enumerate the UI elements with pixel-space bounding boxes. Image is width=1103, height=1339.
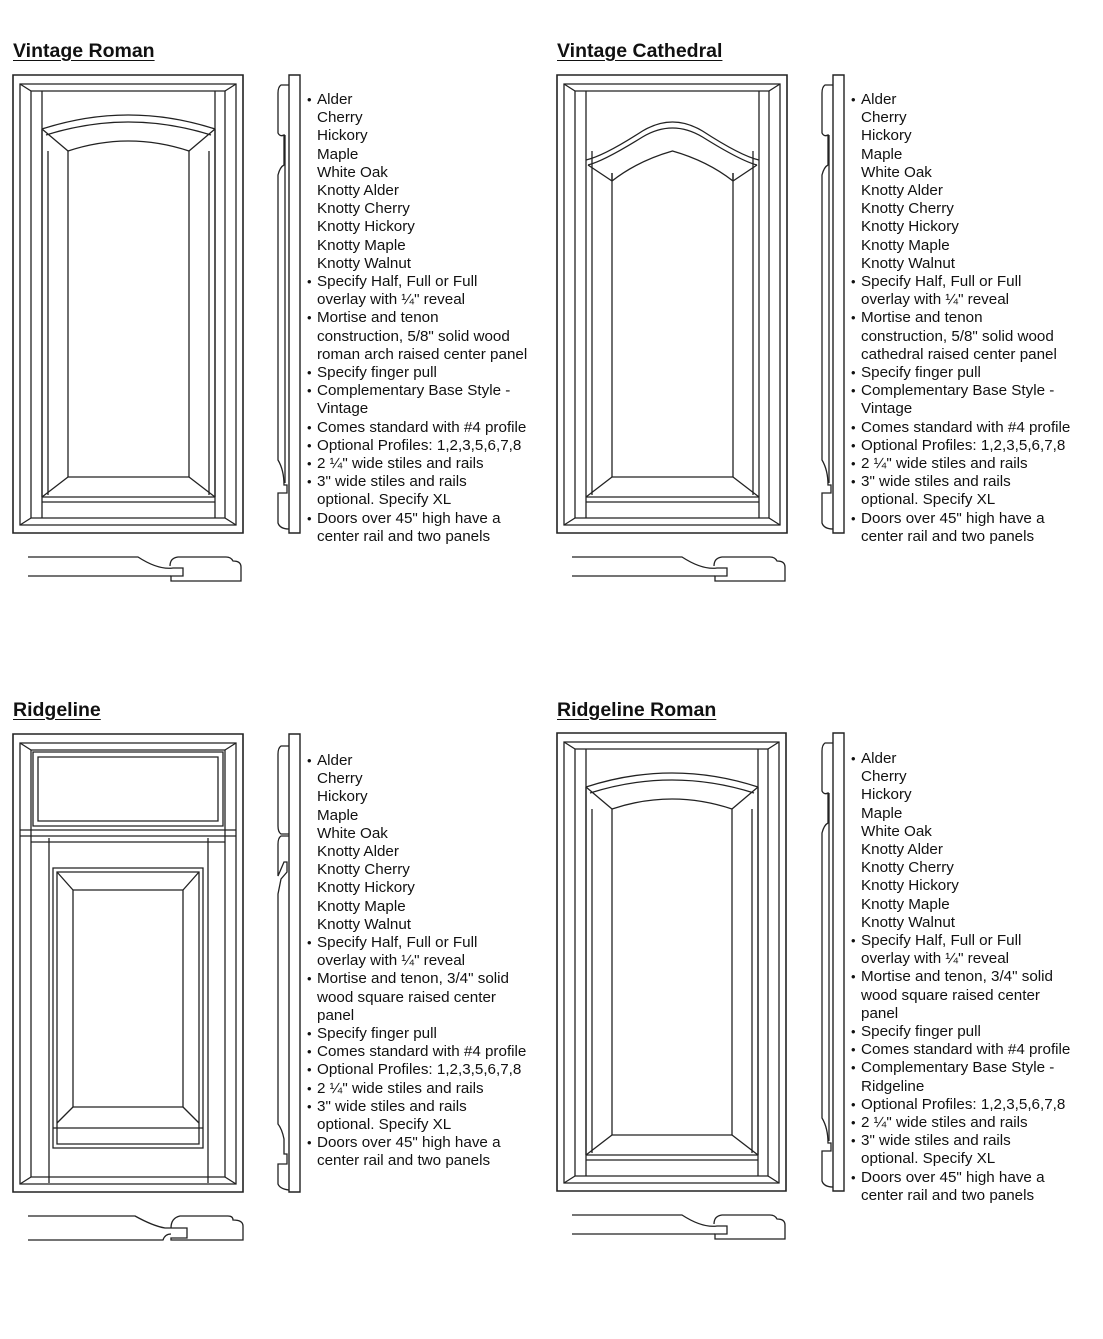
frame-bevel-inner	[31, 750, 225, 1177]
top-panel	[33, 752, 223, 826]
spec-item	[307, 1043, 526, 1061]
spec-item	[851, 1132, 1070, 1168]
bevel-corner	[20, 743, 31, 750]
raised-panel-edge	[57, 872, 199, 1144]
roman-arch-mid	[590, 780, 754, 793]
side-profile	[278, 75, 300, 533]
spec-line: Hickory	[861, 127, 912, 145]
spec-subitem	[307, 237, 527, 255]
spec-line: Knotty Alder	[861, 182, 943, 200]
spec-line: • Specify finger pull	[861, 1023, 981, 1041]
spec-list	[307, 91, 527, 546]
spec-line: Knotty Maple	[861, 895, 950, 913]
spec-line: overlay with ¼" reveal	[861, 950, 1010, 968]
spec-line: Knotty Walnut	[861, 913, 955, 931]
spec-line: • 3" wide stiles and rails	[317, 1097, 467, 1115]
spec-line: White Oak	[861, 163, 932, 181]
spec-subitem	[851, 164, 1070, 182]
spec-list	[851, 750, 1070, 1205]
spec-subitem	[307, 898, 526, 916]
front-elevation	[557, 75, 787, 533]
spec-item	[307, 437, 527, 455]
profile-top	[572, 1215, 724, 1226]
bevel-corner	[768, 742, 779, 749]
spec-line: overlay with ¼" reveal	[861, 291, 1010, 309]
panel-bevel	[189, 477, 215, 497]
spec-subitem	[307, 807, 526, 825]
spec-item	[851, 437, 1070, 455]
spec-line: • Comes standard with #4 profile	[861, 1041, 1071, 1059]
spec-item	[851, 968, 1070, 1023]
spec-item	[307, 455, 527, 473]
spec-line: • Optional Profiles: 1,2,3,5,6,7,8	[861, 436, 1066, 454]
spec-line: wood square raised center	[317, 988, 496, 1006]
spec-line: optional. Specify XL	[317, 491, 452, 509]
spec-line: center rail and two panels	[861, 527, 1035, 545]
spec-line: Vintage	[861, 400, 913, 418]
spec-line: • Optional Profiles: 1,2,3,5,6,7,8	[317, 436, 522, 454]
spec-item	[851, 455, 1070, 473]
spec-line: Knotty Hickory	[317, 879, 415, 897]
bottom-profile	[572, 557, 785, 581]
side-profile-board	[289, 734, 300, 1192]
spec-item	[851, 1114, 1070, 1132]
door-title: Ridgeline Roman	[557, 699, 717, 721]
side-profile	[278, 734, 300, 1192]
spec-line: roman arch raised center panel	[317, 345, 528, 363]
bevel-corner	[564, 1176, 575, 1183]
spec-subitem	[307, 182, 527, 200]
panel-bevel	[183, 1107, 199, 1123]
spec-line: Knotty Walnut	[861, 254, 955, 272]
spec-line: optional. Specify XL	[861, 491, 996, 509]
bevel-corner	[768, 1176, 779, 1183]
spec-subitem	[307, 109, 527, 127]
spec-line: • Doors over 45" high have a	[317, 1134, 501, 1152]
spec-line: Knotty Cherry	[861, 200, 954, 218]
spec-item	[851, 419, 1070, 437]
spec-item	[307, 309, 527, 364]
frame-bevel-inner	[575, 749, 768, 1176]
spec-line: • Doors over 45" high have a	[317, 509, 501, 527]
panel-bevel	[57, 1107, 73, 1123]
spec-item	[307, 1098, 526, 1134]
spec-item	[851, 91, 1070, 109]
spec-line: Vintage	[317, 400, 369, 418]
spec-line: • Comes standard with #4 profile	[317, 418, 527, 436]
spec-line: Hickory	[317, 127, 368, 145]
front-elevation	[557, 733, 786, 1191]
spec-line: • Comes standard with #4 profile	[317, 1043, 527, 1061]
spec-subitem	[307, 127, 527, 145]
spec-line: • Mortise and tenon	[317, 309, 439, 327]
profile-stile	[171, 1216, 243, 1240]
spec-item	[851, 1041, 1070, 1059]
door-title: Ridgeline	[13, 699, 101, 721]
bevel-corner	[769, 84, 780, 91]
spec-line: construction, 5/8" solid wood	[861, 327, 1054, 345]
panel-bevel	[183, 872, 199, 890]
panel-bevel	[586, 1135, 612, 1155]
spec-item	[307, 1025, 526, 1043]
spec-subitem	[307, 146, 527, 164]
spec-item	[307, 419, 527, 437]
spec-item	[851, 1059, 1070, 1095]
spec-line: • 2 ¼" wide stiles and rails	[317, 455, 484, 473]
spec-subitem	[307, 879, 526, 897]
profile-bottom	[28, 1234, 171, 1240]
door-card-ridgeline	[13, 699, 564, 1339]
bevel-corner	[564, 518, 575, 525]
spec-line: White Oak	[861, 822, 932, 840]
spec-line: • Specify Half, Full or Full	[861, 932, 1022, 950]
spec-item	[851, 932, 1070, 968]
spec-subitem	[851, 200, 1070, 218]
spec-line: Knotty Cherry	[317, 861, 410, 879]
spec-item	[307, 1134, 526, 1170]
spec-line: overlay with ¼" reveal	[317, 291, 466, 309]
spec-line: • Alder	[861, 750, 897, 767]
spec-subitem	[851, 768, 1070, 786]
door-title: Vintage Roman	[13, 40, 155, 62]
panel-bevel	[42, 477, 68, 497]
door-card-ridgeline-roman	[557, 699, 1103, 1339]
cathedral-arch-mid	[588, 128, 757, 165]
side-profile-edge	[278, 746, 289, 834]
spec-line: Hickory	[861, 786, 912, 804]
spec-line: Knotty Walnut	[317, 915, 411, 933]
bottom-profile	[572, 1215, 785, 1239]
spec-line: • 3" wide stiles and rails	[317, 473, 467, 491]
spec-line: • Mortise and tenon, 3/4" solid	[317, 970, 509, 988]
spec-subitem	[851, 109, 1070, 127]
spec-item	[851, 510, 1070, 546]
spec-item	[851, 273, 1070, 309]
spec-item	[307, 273, 527, 309]
spec-line: • Optional Profiles: 1,2,3,5,6,7,8	[317, 1061, 522, 1079]
frame-bevel-inner	[31, 91, 225, 518]
spec-line: Cherry	[317, 770, 363, 788]
spec-line: • 2 ¼" wide stiles and rails	[317, 1079, 484, 1097]
raised-panel-field	[73, 890, 183, 1107]
spec-item	[307, 91, 527, 109]
front-elevation	[13, 734, 243, 1192]
bevel-corner	[225, 1177, 236, 1184]
spec-subitem	[851, 127, 1070, 145]
spec-line: • Specify Half, Full or Full	[317, 934, 478, 952]
frame-bevel-outer	[20, 84, 236, 525]
spec-item	[851, 364, 1070, 382]
spec-line: Knotty Maple	[861, 236, 950, 254]
spec-item	[307, 1080, 526, 1098]
side-profile-edge	[822, 743, 833, 1187]
spec-line: Knotty Cherry	[317, 200, 410, 218]
spec-item	[851, 309, 1070, 364]
frame-bevel-outer	[564, 742, 779, 1183]
spec-subitem	[307, 916, 526, 934]
bevel-corner	[769, 518, 780, 525]
spec-list	[307, 752, 526, 1171]
spec-item	[851, 473, 1070, 509]
spec-line: • Complementary Base Style -	[861, 382, 1055, 400]
spec-line: • Mortise and tenon, 3/4" solid	[861, 968, 1053, 986]
spec-line: optional. Specify XL	[317, 1116, 452, 1134]
spec-line: wood square raised center	[861, 986, 1040, 1004]
spec-line: Cherry	[861, 768, 907, 786]
spec-list	[851, 91, 1070, 546]
spec-subitem	[307, 788, 526, 806]
spec-line: • Complementary Base Style -	[861, 1059, 1055, 1077]
spec-line: • Alder	[317, 752, 353, 769]
spec-line: Knotty Cherry	[861, 859, 954, 877]
spec-subitem	[307, 861, 526, 879]
profile-stile	[170, 557, 241, 581]
spec-line: Knotty Maple	[317, 236, 406, 254]
profile-top	[28, 557, 180, 568]
bevel-corner	[225, 518, 236, 525]
spec-line: construction, 5/8" solid wood	[317, 327, 510, 345]
spec-line: optional. Specify XL	[861, 1150, 996, 1168]
spec-line: Hickory	[317, 788, 368, 806]
cathedral-arch-field	[612, 151, 733, 181]
front-elevation	[13, 75, 243, 533]
spec-line: • Doors over 45" high have a	[861, 509, 1045, 527]
spec-line: Knotty Alder	[861, 841, 943, 859]
side-profile-board	[833, 733, 844, 1191]
spec-line: Maple	[317, 806, 359, 824]
spec-item	[307, 970, 526, 1025]
bevel-corner	[20, 518, 31, 525]
panel-bevel	[57, 872, 73, 890]
profile-stile	[714, 557, 785, 581]
side-profile-edge	[278, 836, 289, 1190]
profile-top	[572, 557, 724, 568]
panel-bevel	[586, 477, 612, 497]
spec-line: center rail and two panels	[317, 1152, 491, 1170]
panel-bevel	[732, 1135, 758, 1155]
spec-line: Maple	[317, 145, 359, 163]
spec-line: Knotty Walnut	[317, 254, 411, 272]
side-profile	[822, 75, 844, 533]
spec-subitem	[307, 200, 527, 218]
spec-item	[307, 752, 526, 770]
door-card-vintage-roman	[13, 40, 564, 680]
spec-subitem	[851, 255, 1070, 273]
spec-line: • Mortise and tenon	[861, 309, 983, 327]
spec-subitem	[851, 823, 1070, 841]
spec-subitem	[851, 146, 1070, 164]
frame-bevel-outer	[564, 84, 780, 525]
bevel-corner	[20, 1177, 31, 1184]
spec-line: cathedral raised center panel	[861, 345, 1057, 363]
spec-line: • 3" wide stiles and rails	[861, 1132, 1011, 1150]
spec-item	[307, 473, 527, 509]
spec-subitem	[851, 859, 1070, 877]
door-card-vintage-cathedral	[557, 40, 1103, 680]
side-profile-edge	[822, 85, 833, 529]
door-title: Vintage Cathedral	[557, 40, 723, 62]
spec-subitem	[851, 896, 1070, 914]
spec-item	[307, 364, 527, 382]
spec-line: • Specify finger pull	[317, 364, 437, 382]
spec-item	[851, 382, 1070, 418]
spec-item	[307, 934, 526, 970]
spec-line: Knotty Hickory	[861, 218, 959, 236]
spec-item	[307, 510, 527, 546]
roman-arch-mid	[46, 122, 211, 135]
spec-item	[851, 1096, 1070, 1114]
spec-line: • Complementary Base Style -	[317, 382, 511, 400]
side-profile-board	[289, 75, 300, 533]
profile-stile	[714, 1215, 785, 1239]
spec-subitem	[851, 786, 1070, 804]
roman-arch-field	[612, 799, 732, 809]
raised-panel	[53, 868, 203, 1148]
spec-subitem	[851, 182, 1070, 200]
bottom-profile	[28, 1216, 243, 1240]
side-profile-edge	[278, 85, 289, 529]
side-profile-board	[833, 75, 844, 533]
spec-line: Cherry	[317, 109, 363, 127]
spec-subitem	[307, 843, 526, 861]
spec-line: • Comes standard with #4 profile	[861, 418, 1071, 436]
spec-subitem	[851, 877, 1070, 895]
spec-line: • Specify Half, Full or Full	[317, 273, 478, 291]
bevel-corner	[564, 742, 575, 749]
spec-line: • Specify finger pull	[317, 1025, 437, 1043]
spec-line: Ridgeline	[861, 1077, 925, 1095]
spec-line: • 3" wide stiles and rails	[861, 473, 1011, 491]
side-profile	[822, 733, 844, 1191]
spec-item	[851, 1169, 1070, 1205]
bevel-corner	[20, 84, 31, 91]
spec-subitem	[307, 825, 526, 843]
spec-item	[851, 750, 1070, 768]
bottom-profile	[28, 557, 241, 581]
bevel-corner	[225, 743, 236, 750]
spec-line: center rail and two panels	[861, 1186, 1035, 1204]
spec-line: • Alder	[317, 91, 353, 108]
spec-line: Knotty Alder	[317, 182, 399, 200]
spec-line: Cherry	[861, 109, 907, 127]
spec-line: • 2 ¼" wide stiles and rails	[861, 455, 1028, 473]
profile-top	[28, 1216, 171, 1228]
panel-bevel	[733, 477, 759, 497]
spec-line: Knotty Alder	[317, 843, 399, 861]
spec-item	[307, 382, 527, 418]
spec-item	[307, 1061, 526, 1079]
bevel-corner	[225, 84, 236, 91]
spec-line: Knotty Hickory	[861, 877, 959, 895]
spec-subitem	[851, 914, 1070, 932]
spec-line: Knotty Maple	[317, 897, 406, 915]
spec-line: overlay with ¼" reveal	[317, 952, 466, 970]
spec-subitem	[851, 218, 1070, 236]
roman-arch-field	[68, 141, 189, 151]
spec-subitem	[851, 841, 1070, 859]
spec-line: center rail and two panels	[317, 527, 491, 545]
spec-subitem	[307, 255, 527, 273]
spec-subitem	[307, 164, 527, 182]
frame-bevel-inner	[575, 91, 769, 518]
spec-subitem	[851, 237, 1070, 255]
spec-line: panel	[861, 1004, 899, 1022]
spec-line: • Specify Half, Full or Full	[861, 273, 1022, 291]
spec-subitem	[307, 218, 527, 236]
spec-line: White Oak	[317, 163, 388, 181]
spec-line: • Optional Profiles: 1,2,3,5,6,7,8	[861, 1095, 1066, 1113]
top-panel-inner	[38, 757, 218, 821]
spec-line: White Oak	[317, 824, 388, 842]
spec-line: Knotty Hickory	[317, 218, 415, 236]
spec-line: Maple	[861, 804, 903, 822]
spec-line: • Alder	[861, 91, 897, 108]
spec-subitem	[307, 770, 526, 788]
spec-line: • 2 ¼" wide stiles and rails	[861, 1114, 1028, 1132]
spec-line: panel	[317, 1006, 355, 1024]
spec-subitem	[851, 805, 1070, 823]
spec-line: Maple	[861, 145, 903, 163]
spec-item	[851, 1023, 1070, 1041]
spec-line: • Specify finger pull	[861, 364, 981, 382]
bevel-corner	[564, 84, 575, 91]
spec-line: • Doors over 45" high have a	[861, 1168, 1045, 1186]
